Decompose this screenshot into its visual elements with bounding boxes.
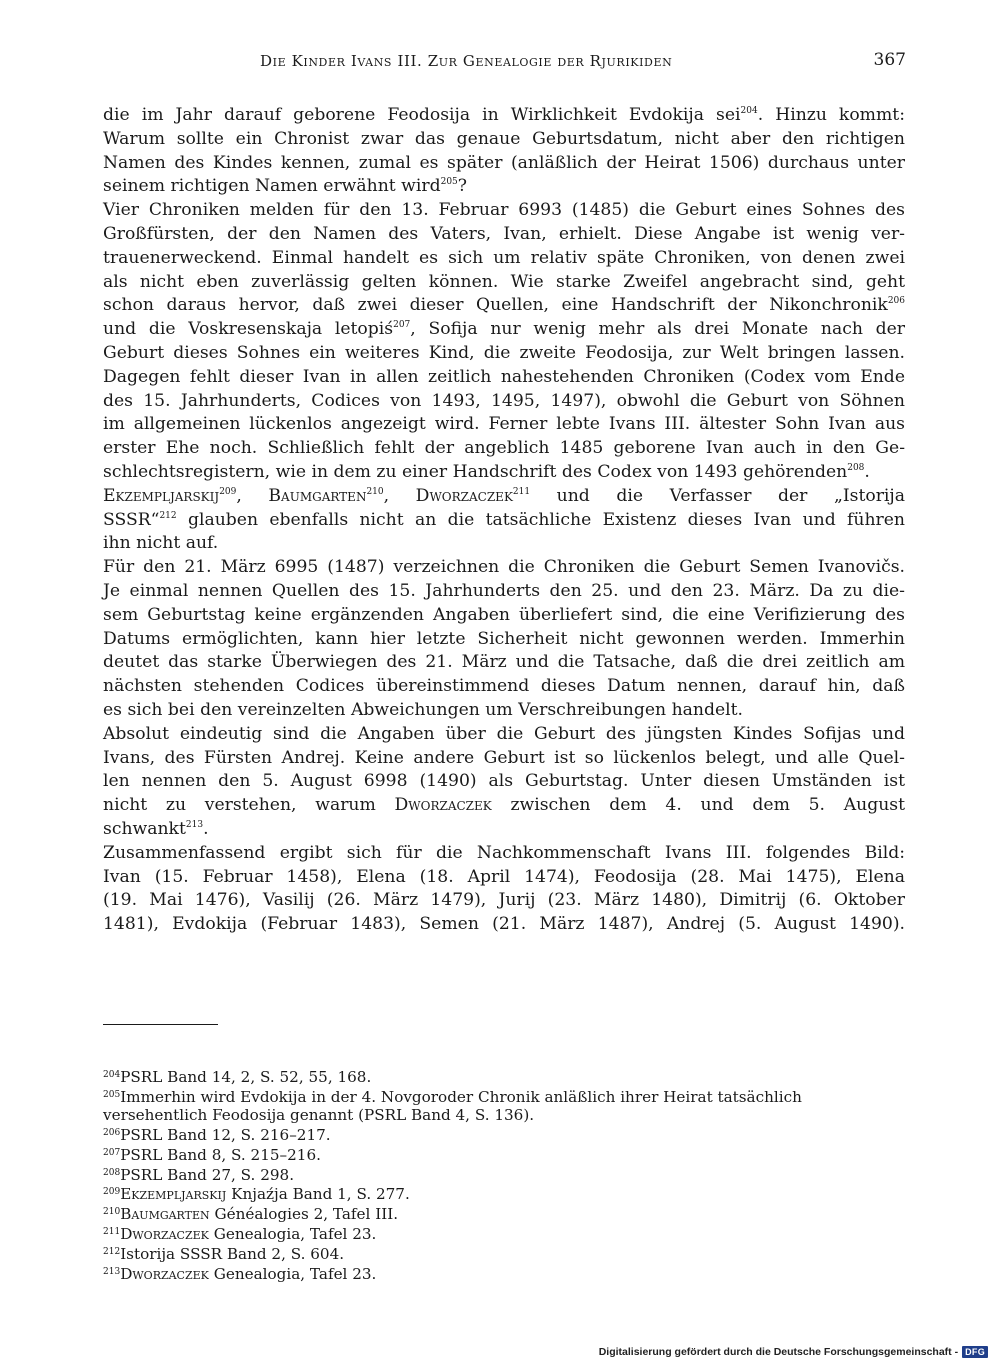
text-line (103, 461, 905, 485)
running-header (100, 52, 910, 78)
text-run: seinem richtigen Namen erwähnt wird (103, 176, 441, 197)
text-line (103, 413, 905, 437)
footnote-text: PSRL Band 14, 2, S. 52, 55, 168. (120, 1068, 372, 1086)
main-text (103, 104, 905, 937)
footnote-text: PSRL Band 8, S. 215–216. (120, 1145, 321, 1164)
text-run: SSSR“ (103, 509, 160, 530)
text-run: im allgemeinen lückenlos angezeigt wird. Ferner lebte Ivans III. ältester Sohn Ivan aus (103, 414, 905, 435)
text-line (103, 818, 905, 842)
footnote (103, 1067, 908, 1087)
text-run: . (864, 461, 870, 482)
text-run: Geburt dieses Sohnes ein weiteres Kind, die zweite Feodosija, zur Welt bringen lassen. (103, 342, 905, 363)
footnote (103, 1145, 908, 1165)
text-line (103, 271, 905, 295)
text-line (103, 294, 905, 318)
text-line (103, 366, 905, 390)
author-name: Baumgarten (268, 485, 367, 506)
text-line (103, 152, 905, 176)
footnote-separator (103, 1024, 218, 1025)
text-line (103, 770, 905, 794)
footnote-number: 210 (103, 1207, 121, 1218)
text-line (103, 747, 905, 771)
footnote-ref: 212 (159, 510, 177, 521)
footnote-text: PSRL Band 27, S. 298. (120, 1165, 295, 1184)
footnote-text: PSRL Band 12, S. 216–217. (120, 1125, 331, 1144)
footnotes (103, 1067, 908, 1284)
text-line (103, 580, 905, 604)
text-line (103, 247, 905, 271)
text-run: schon daraus hervor, daß zwei dieser Quellen, eine Handschrift der Nikonchronik (103, 295, 888, 316)
footnote-ref: 209 (219, 486, 237, 497)
text-line (103, 794, 905, 818)
text-line (103, 556, 905, 580)
footnote-text: Knjaźja Band 1, S. 277. (226, 1185, 410, 1204)
text-run: erster Ehe noch. Schließlich fehlt der angeblich 1485 geborene Ivan auch in den Ge- (103, 438, 905, 459)
author-name: Dworzaczek (394, 795, 492, 816)
text-run: Für den 21. März 6995 (1487) verzeichnen die Chroniken die Geburt Semen Ivanovičs. (103, 557, 905, 578)
footnote (103, 1264, 908, 1284)
footnote-number: 207 (103, 1147, 121, 1158)
text-line (103, 485, 905, 509)
text-line (103, 842, 905, 866)
footnote (103, 1087, 908, 1107)
text-line (103, 889, 905, 913)
text-run: . (203, 818, 209, 839)
footnote-text: Istorija SSSR Band 2, S. 604. (120, 1245, 345, 1264)
text-line (103, 390, 905, 414)
text-run: glauben ebenfalls nicht an die tatsächliche Existenz dieses Ivan und führen (176, 509, 905, 530)
text-run: des 15. Jahrhunderts, Codices von 1493, 1495, 1497), obwohl die Geburt von Söhnen (103, 390, 905, 411)
text-run: ? (457, 176, 467, 197)
text-line (103, 675, 905, 699)
text-run: Datums ermöglichten, kann hier letzte Sicherheit nicht gewonnen werden. Immerhin (103, 628, 905, 649)
text-line (103, 509, 905, 533)
footnote (103, 1204, 908, 1224)
footnote-ref: 208 (847, 462, 865, 473)
text-run: trauenerweckend. Einmal handelt es sich um relativ späte Chroniken, von denen zwei (103, 247, 905, 268)
footnote-number: 212 (103, 1247, 121, 1258)
footnote-number: 209 (103, 1187, 121, 1198)
text-run: und die Voskresenskaja letopiś (103, 319, 394, 340)
text-run: als nicht eben zuverlässig gelten können. Wie starke Zweifel angebracht sind, geht (103, 271, 905, 292)
running-title: Die Kinder Ivans III. Zur Genealogie der Rjurikiden (260, 52, 673, 70)
text-run: zwischen dem 4. und dem 5. August (491, 795, 905, 816)
footnote-number: 208 (103, 1167, 121, 1178)
text-line (103, 318, 905, 342)
footnote-ref: 210 (366, 486, 384, 497)
text-run: 1481), Evdokija (Februar 1483), Semen (21. März 1487), Andrej (5. August 1490). (103, 914, 905, 935)
text-run: Warum sollte ein Chronist zwar das genaue Geburtsdatum, nicht aber den richtigen (103, 128, 905, 149)
footnote-continuation: versehentlich Feodosija genannt (PSRL Band 4, S. 136). (103, 1105, 535, 1124)
text-line (103, 128, 905, 152)
footnote-ref: 204 (740, 106, 758, 116)
dfg-logo: DFG (962, 1346, 988, 1358)
text-run: len nennen den 5. August 6998 (1490) als Geburtstag. Unter diesen Umständen ist (103, 771, 905, 792)
text-run: Dagegen fehlt dieser Ivan in allen zeitlich nahestehenden Chroniken (Codex vom Ende (103, 366, 905, 387)
author-name: Ekzempljarskij (103, 485, 220, 506)
text-run: Zusammenfassend ergibt sich für die Nachkommenschaft Ivans III. folgendes Bild: (103, 842, 905, 863)
footnote-number: 211 (103, 1227, 121, 1238)
author-name: Dworzaczek (415, 485, 513, 506)
author-name: Dworzaczek (120, 1225, 209, 1244)
footnote-ref: 205 (440, 177, 458, 188)
text-run: , (383, 485, 416, 506)
page-number: 367 (873, 50, 906, 70)
footnote-text: Généalogies 2, Tafel III. (209, 1205, 399, 1224)
text-line (103, 342, 905, 366)
text-run: es sich bei den vereinzelten Abweichungen um Verschreibungen handelt. (103, 699, 744, 720)
text-line (103, 199, 905, 223)
footnote-number: 205 (103, 1089, 121, 1100)
footnote-number: 204 (103, 1070, 121, 1080)
digitization-footer (599, 1344, 988, 1360)
footnote-ref: 213 (185, 819, 204, 830)
footnote (103, 1224, 908, 1244)
text-run: schwankt (103, 818, 186, 839)
text-line (103, 532, 905, 556)
footnote-number: 206 (103, 1127, 121, 1138)
text-line (103, 104, 905, 128)
author-name: Dworzaczek (120, 1265, 209, 1284)
text-run: Absolut eindeutig sind die Angaben über die Geburt des jüngsten Kindes Sofijas und (103, 723, 905, 744)
footnote-text: Genealogia, Tafel 23. (208, 1225, 377, 1244)
footnote (103, 1184, 908, 1204)
text-line (103, 866, 905, 890)
footnote-ref: 207 (393, 320, 411, 331)
footnote-text: Immerhin wird Evdokija in der 4. Novgoroder Chronik anläßlich ihrer Heirat tatsächlich (120, 1087, 802, 1106)
text-run: deutet das starke Überwiegen des 21. März und die Tatsache, daß die drei zeitlich am (103, 652, 905, 673)
text-run: ihn nicht auf. (103, 533, 219, 554)
author-name: Baumgarten (120, 1205, 210, 1224)
text-run: . Hinzu kommt: (757, 105, 905, 125)
text-run: Großfürsten, der den Namen des Vaters, Ivan, erhielt. Diese Angabe ist wenig ver- (103, 223, 905, 244)
text-line (103, 651, 905, 675)
text-run: die im Jahr darauf geborene Feodosija in Wirklichkeit Evdokija sei (103, 105, 741, 125)
footer-text: Digitalisierung gefördert durch die Deutsche Forschungsgemeinschaft - (598, 1346, 959, 1358)
text-run: Ivan (15. Februar 1458), Elena (18. April 1474), Feodosija (28. Mai 1475), Elena (103, 866, 905, 887)
text-run: , (236, 485, 269, 506)
text-run: , Sofija nur wenig mehr als drei Monate nach der (410, 319, 905, 340)
footnote (103, 1165, 908, 1185)
text-run: Ivans, des Fürsten Andrej. Keine andere Geburt ist so lückenlos belegt, und alle Quel- (103, 747, 905, 768)
text-line (103, 913, 905, 937)
footnote-ref: 211 (512, 486, 531, 497)
text-run: nächsten stehenden Codices übereinstimmend dieses Datum nennen, darauf hin, daß (103, 676, 905, 697)
text-run: Namen des Kindes kennen, zumal es später (anläßlich der Heirat 1506) durchaus unter (103, 152, 905, 173)
footnote (103, 1125, 908, 1145)
footnote-number: 213 (103, 1267, 121, 1278)
text-line (103, 223, 905, 247)
footnote-ref: 206 (887, 296, 905, 307)
text-line (103, 175, 905, 199)
text-run: schlechtsregistern, wie in dem zu einer Handschrift des Codex von 1493 gehörenden (103, 461, 848, 482)
text-run: nicht zu verstehen, warum (103, 795, 395, 816)
text-line (103, 628, 905, 652)
text-line (103, 699, 905, 723)
text-run: und die Verfasser der „Istorija (530, 485, 906, 506)
author-name: Ekzempljarskij (120, 1185, 227, 1204)
footnote-text: Genealogia, Tafel 23. (208, 1265, 377, 1284)
text-line (103, 604, 905, 628)
footnote (103, 1244, 908, 1264)
text-run: Vier Chroniken melden für den 13. Februar 6993 (1485) die Geburt eines Sohnes des (103, 200, 905, 221)
text-run: sem Geburtstag keine ergänzenden Angaben überliefert sind, die eine Verifizierung des (103, 604, 905, 625)
text-line (103, 723, 905, 747)
text-run: Je einmal nennen Quellen des 15. Jahrhunderts den 25. und den 23. März. Da zu die- (103, 580, 905, 601)
text-run: (19. Mai 1476), Vasilij (26. März 1479), Jurij (23. März 1480), Dimitrij (6. Oktober (103, 890, 905, 911)
text-line (103, 437, 905, 461)
